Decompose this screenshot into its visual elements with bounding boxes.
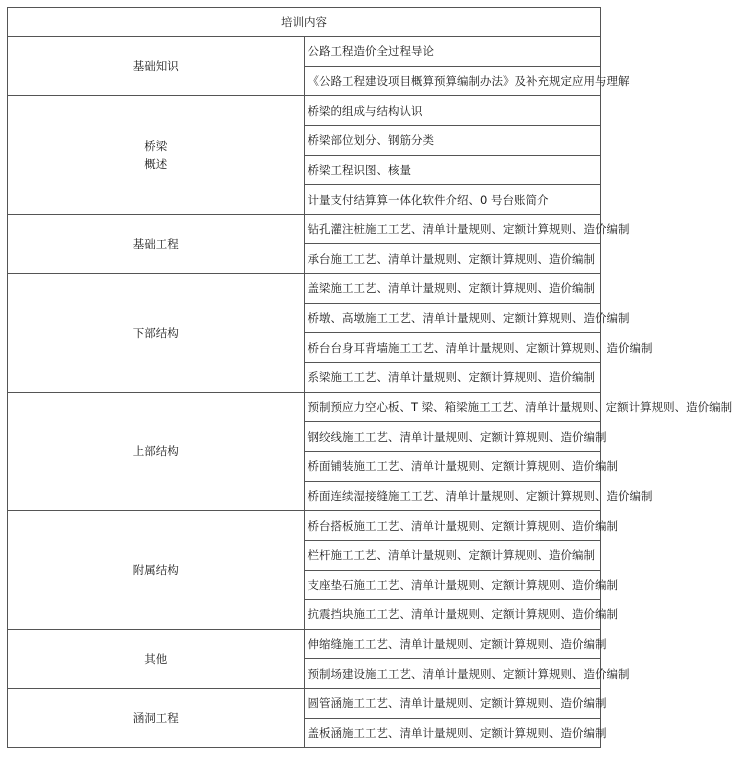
category-label: 下部结构 [132,325,179,340]
content-item: 桥台台身耳背墙施工工艺、清单计量规则、定额计算规则、造价编制 [304,333,601,363]
content-item: 桥台搭板施工工艺、清单计量规则、定额计算规则、造价编制 [304,511,601,541]
category-cell [8,96,305,215]
header-row [8,8,601,37]
content-item: 桥面铺装施工工艺、清单计量规则、定额计算规则、造价编制 [304,451,601,481]
table-row [8,96,601,126]
content-item: 支座垫石施工工艺、清单计量规则、定额计算规则、造价编制 [304,570,601,600]
content-item: 桥梁部位划分、钢筋分类 [304,125,601,155]
content-item: 桥梁工程识图、核量 [304,155,601,185]
content-item: 盖梁施工工艺、清单计量规则、定额计算规则、造价编制 [304,274,601,304]
table-header: 培训内容 [8,8,601,37]
category-label: 其他 [144,651,168,666]
category-cell [8,511,305,630]
table-row [8,511,601,541]
category-label: 上部结构 [132,444,179,459]
category-label: 基础知识 [132,59,179,74]
content-item: 钢绞线施工工艺、清单计量规则、定额计算规则、造价编制 [304,422,601,452]
category-label: 涵洞工程 [132,711,179,726]
content-item: 桥墩、高墩施工工艺、清单计量规则、定额计算规则、造价编制 [304,303,601,333]
content-item: 系梁施工工艺、清单计量规则、定额计算规则、造价编制 [304,363,601,393]
category-cell [8,37,305,96]
category-cell [8,392,305,511]
content-item: 预制预应力空心板、T 梁、箱梁施工工艺、清单计量规则、定额计算规则、造价编制 [304,392,601,422]
category-label: 桥梁概述 [144,139,168,172]
category-cell [8,629,305,688]
category-cell [8,274,305,393]
category-label: 附属结构 [132,563,179,578]
table-row [8,392,601,422]
content-item: 预制场建设施工工艺、清单计量规则、定额计算规则、造价编制 [304,659,601,689]
content-item: 盖板涵施工工艺、清单计量规则、定额计算规则、造价编制 [304,718,601,748]
table-row [8,274,601,304]
table-row [8,37,601,67]
category-label: 基础工程 [132,236,179,251]
content-item: 桥面连续湿接缝施工工艺、清单计量规则、定额计算规则、造价编制 [304,481,601,511]
content-item: 《公路工程建设项目概算预算编制办法》及补充规定应用与理解 [304,66,601,96]
content-item: 钻孔灌注桩施工工艺、清单计量规则、定额计算规则、造价编制 [304,214,601,244]
content-item: 圆管涵施工工艺、清单计量规则、定额计算规则、造价编制 [304,689,601,719]
content-item: 伸缩缝施工工艺、清单计量规则、定额计算规则、造价编制 [304,629,601,659]
content-item: 栏杆施工工艺、清单计量规则、定额计算规则、造价编制 [304,540,601,570]
content-item: 抗震挡块施工工艺、清单计量规则、定额计算规则、造价编制 [304,600,601,630]
training-content-table [7,7,732,748]
content-item: 公路工程造价全过程导论 [304,37,601,67]
category-cell [8,689,305,748]
category-cell [8,214,305,273]
content-item: 桥梁的组成与结构认识 [304,96,601,126]
content-item: 承台施工工艺、清单计量规则、定额计算规则、造价编制 [304,244,601,274]
table-row [8,214,601,244]
content-item: 计量支付结算算一体化软件介绍、0 号台账简介 [304,185,601,215]
table-row [8,689,601,719]
table-row [8,629,601,659]
